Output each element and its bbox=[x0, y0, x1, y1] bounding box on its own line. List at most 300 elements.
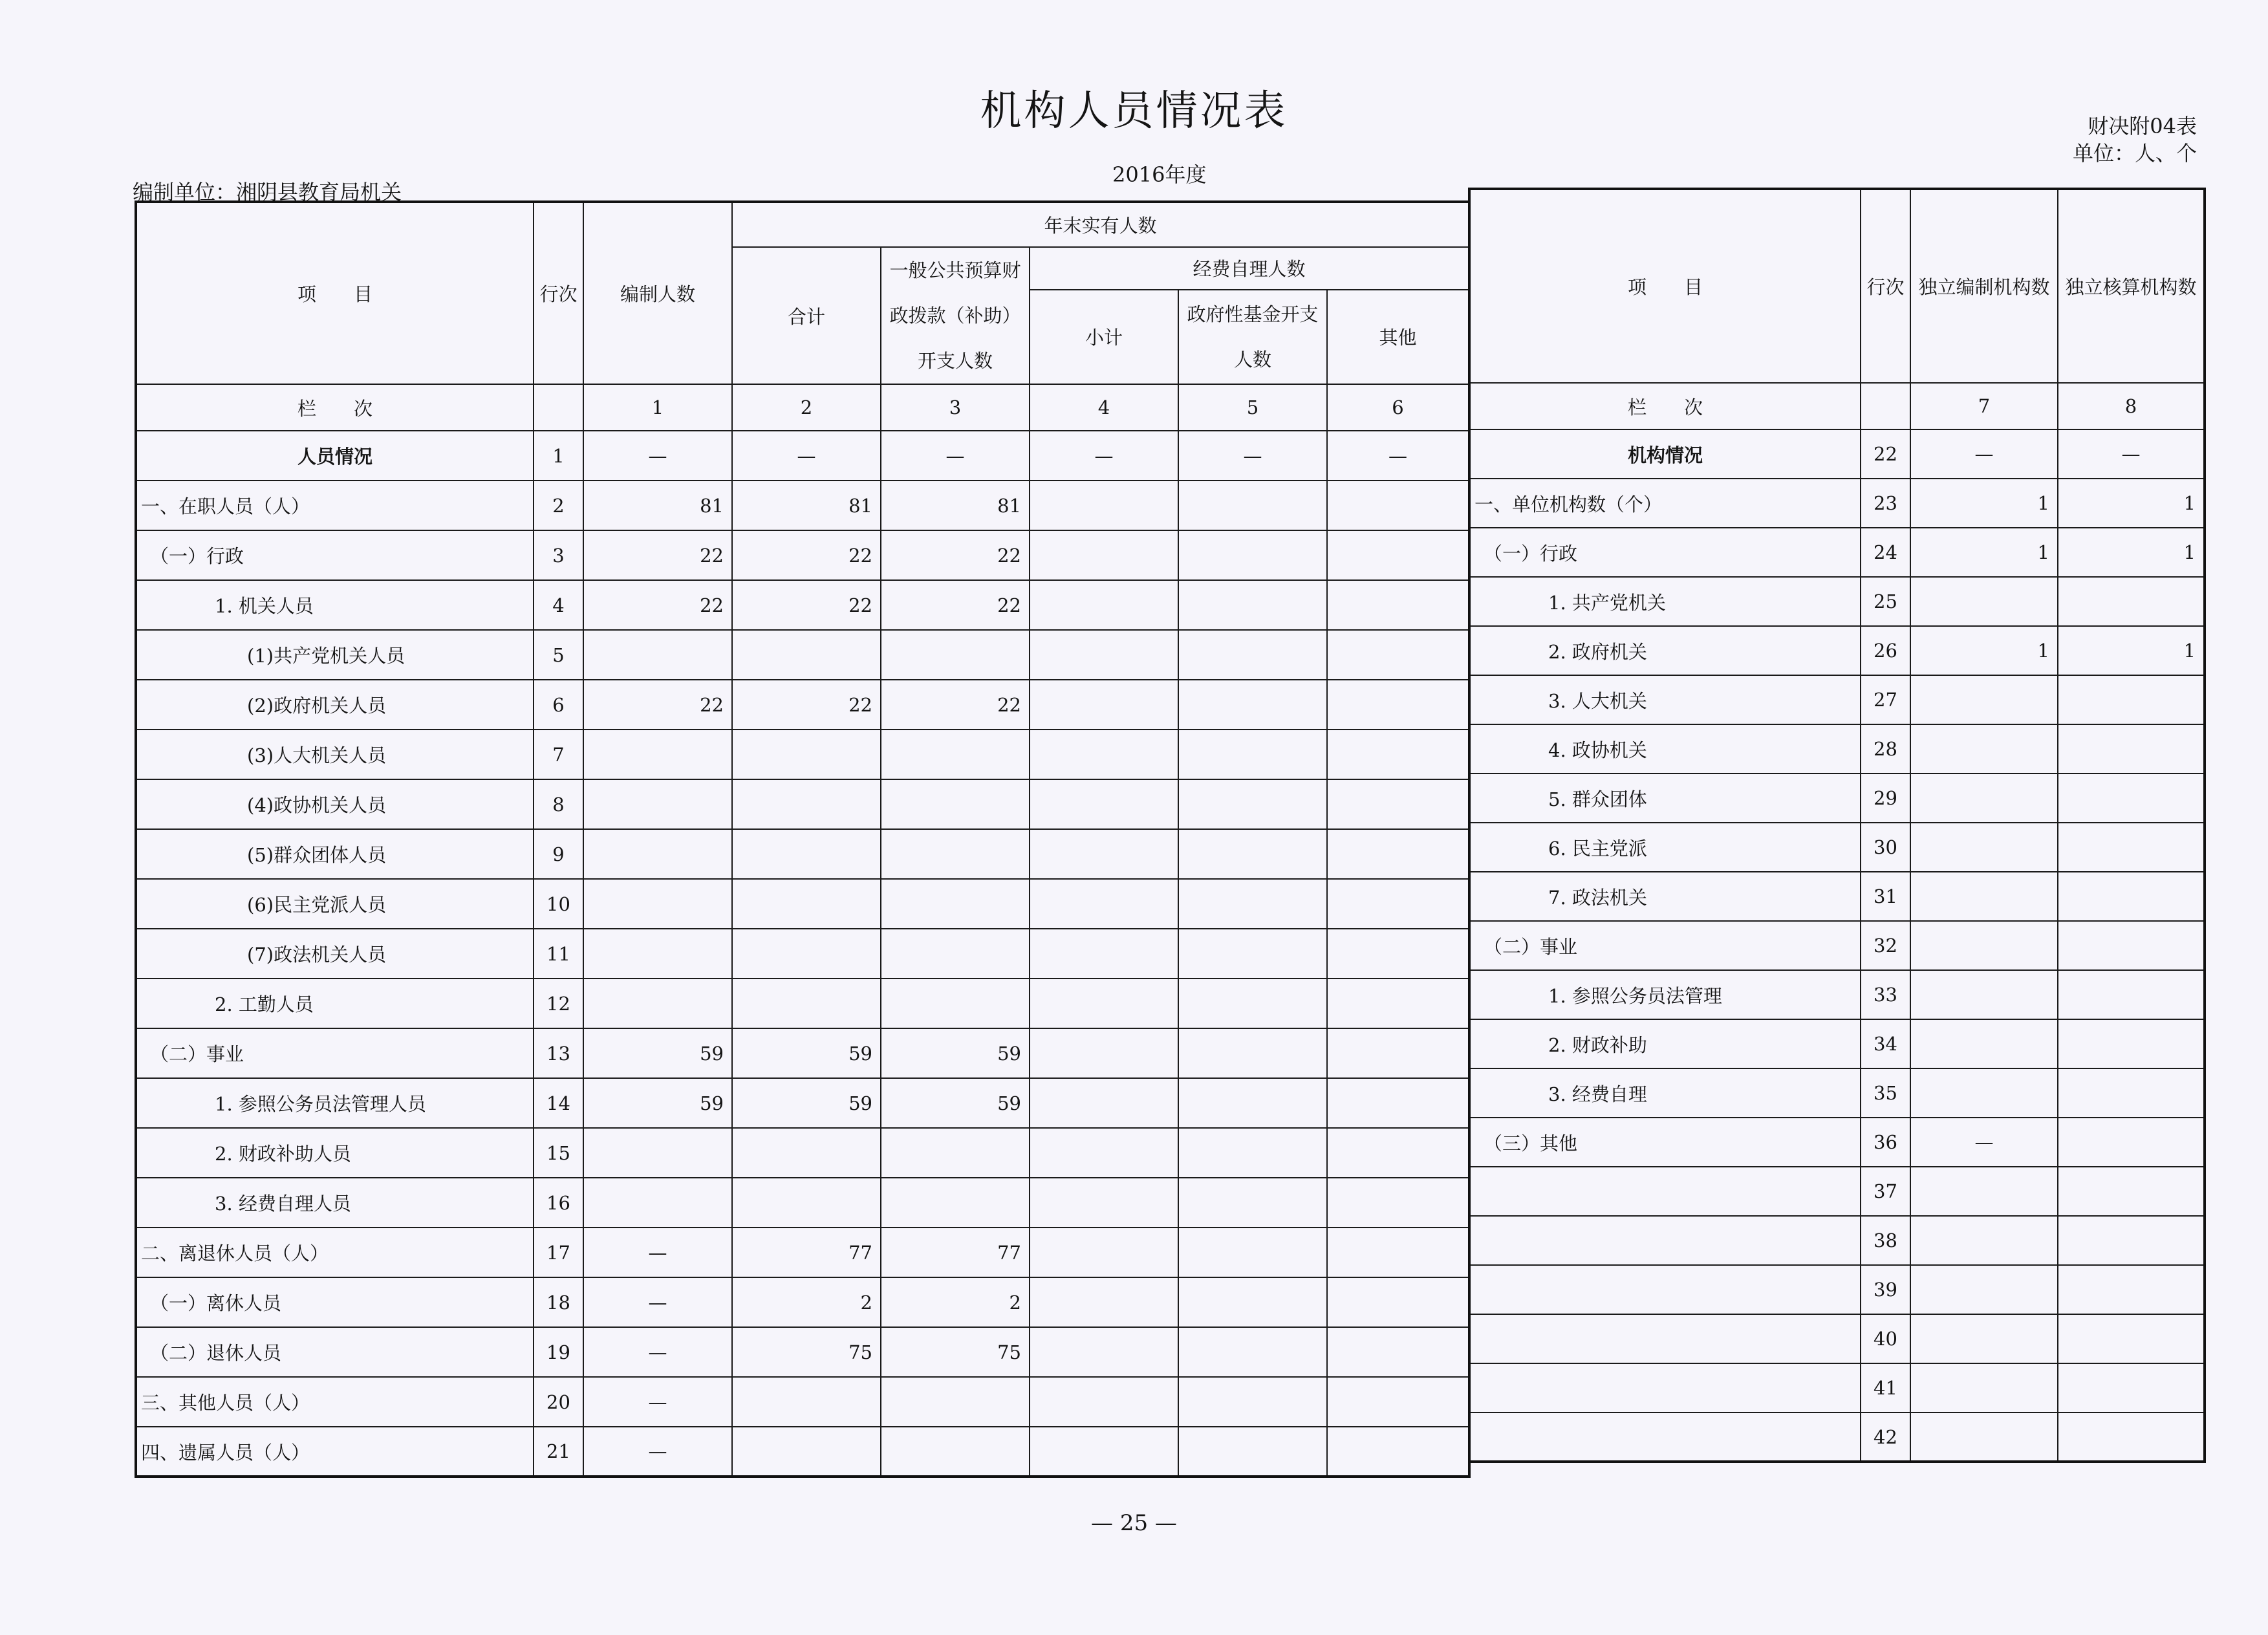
value-cell bbox=[1178, 829, 1327, 879]
value-cell bbox=[1030, 1277, 1178, 1327]
table-row bbox=[136, 1327, 1469, 1377]
value-cell: 81 bbox=[732, 481, 881, 530]
personnel-table bbox=[135, 200, 1471, 1478]
value-cell bbox=[1910, 1314, 2058, 1363]
value-cell bbox=[1178, 1277, 1327, 1327]
value-cell bbox=[583, 730, 732, 779]
value-cell bbox=[1178, 1178, 1327, 1228]
table-row bbox=[1469, 921, 2205, 970]
value-cell bbox=[1178, 530, 1327, 580]
row-label bbox=[1469, 1363, 1861, 1413]
table-row bbox=[136, 879, 1469, 929]
header-gov-fund: 政府性基金开支人数 bbox=[1178, 290, 1327, 384]
row-label: 3. 人大机关 bbox=[1469, 675, 1861, 724]
header-other: 其他 bbox=[1327, 290, 1469, 384]
value-cell bbox=[1910, 774, 2058, 823]
row-number: 22 bbox=[1861, 429, 1910, 479]
form-code: 财决附04表 bbox=[2088, 114, 2197, 138]
value-cell: 81 bbox=[583, 481, 732, 530]
value-cell: 75 bbox=[732, 1327, 881, 1377]
row-label: （二）退休人员 bbox=[136, 1327, 534, 1377]
row-number: 7 bbox=[534, 730, 583, 779]
row-label bbox=[1469, 1265, 1861, 1314]
value-cell: — bbox=[2058, 429, 2205, 479]
value-cell: 22 bbox=[732, 580, 881, 630]
table-row bbox=[136, 829, 1469, 879]
value-cell bbox=[1178, 1078, 1327, 1128]
value-cell: 59 bbox=[583, 1028, 732, 1078]
table-row bbox=[136, 1427, 1469, 1477]
value-cell bbox=[583, 779, 732, 829]
value-cell bbox=[2058, 1167, 2205, 1216]
value-cell bbox=[583, 979, 732, 1028]
row-label: （一）行政 bbox=[136, 530, 534, 580]
value-cell bbox=[1327, 829, 1469, 879]
row-label: (6)民主党派人员 bbox=[136, 879, 534, 929]
value-cell bbox=[1178, 1228, 1327, 1277]
table-row bbox=[136, 530, 1469, 580]
value-cell bbox=[1910, 724, 2058, 774]
table-row bbox=[136, 680, 1469, 730]
value-cell: — bbox=[583, 431, 732, 481]
row-label: (7)政法机关人员 bbox=[136, 929, 534, 979]
value-cell bbox=[2058, 1216, 2205, 1265]
value-cell bbox=[2058, 1019, 2205, 1068]
value-cell: 22 bbox=[881, 580, 1030, 630]
value-cell bbox=[583, 879, 732, 929]
row-number: 19 bbox=[534, 1327, 583, 1377]
value-cell bbox=[1178, 680, 1327, 730]
value-cell bbox=[2058, 724, 2205, 774]
row-label: 1. 参照公务员法管理人员 bbox=[136, 1078, 534, 1128]
table-row bbox=[136, 929, 1469, 979]
row-number: 26 bbox=[1861, 626, 1910, 675]
value-cell bbox=[1030, 630, 1178, 680]
value-cell: 59 bbox=[583, 1078, 732, 1128]
row-label: 2. 财政补助人员 bbox=[136, 1128, 534, 1178]
value-cell bbox=[2058, 675, 2205, 724]
table-row bbox=[136, 580, 1469, 630]
value-cell bbox=[1327, 630, 1469, 680]
row-number: 23 bbox=[1861, 479, 1910, 528]
value-cell bbox=[1030, 879, 1178, 929]
value-cell bbox=[1030, 680, 1178, 730]
value-cell: 22 bbox=[732, 530, 881, 580]
value-cell bbox=[2058, 1363, 2205, 1413]
table-row bbox=[136, 1128, 1469, 1178]
value-cell bbox=[1178, 1028, 1327, 1078]
value-cell bbox=[1327, 481, 1469, 530]
table-row bbox=[1469, 1363, 2205, 1413]
table-row bbox=[1469, 970, 2205, 1019]
value-cell bbox=[2058, 1314, 2205, 1363]
table-row bbox=[136, 1178, 1469, 1228]
value-cell: — bbox=[1178, 431, 1327, 481]
row-label: 四、遗属人员（人） bbox=[136, 1427, 534, 1477]
row-number: 10 bbox=[534, 879, 583, 929]
table-row bbox=[1469, 675, 2205, 724]
value-cell: 77 bbox=[732, 1228, 881, 1277]
value-cell bbox=[1910, 1216, 2058, 1265]
table-row bbox=[1469, 479, 2205, 528]
value-cell bbox=[1030, 530, 1178, 580]
row-label: 一、在职人员（人） bbox=[136, 481, 534, 530]
row-number: 32 bbox=[1861, 921, 1910, 970]
value-cell bbox=[1030, 481, 1178, 530]
row-label: 1. 参照公务员法管理 bbox=[1469, 970, 1861, 1019]
value-cell bbox=[1910, 1265, 2058, 1314]
row-number: 18 bbox=[534, 1277, 583, 1327]
value-cell bbox=[1178, 1427, 1327, 1477]
value-cell bbox=[1910, 872, 2058, 921]
value-cell bbox=[1178, 1377, 1327, 1427]
row-number: 16 bbox=[534, 1178, 583, 1228]
header-item: 项 目 bbox=[136, 202, 534, 384]
row-number: 25 bbox=[1861, 577, 1910, 626]
row-label: 6. 民主党派 bbox=[1469, 823, 1861, 872]
table-row bbox=[1469, 724, 2205, 774]
value-cell bbox=[1327, 1327, 1469, 1377]
value-cell bbox=[1178, 730, 1327, 779]
row-number: 9 bbox=[534, 829, 583, 879]
value-cell: 59 bbox=[881, 1078, 1030, 1128]
table-row bbox=[136, 1277, 1469, 1327]
value-cell: 1 bbox=[1910, 479, 2058, 528]
value-cell bbox=[1327, 779, 1469, 829]
row-number: 8 bbox=[534, 779, 583, 829]
row-label: 2. 财政补助 bbox=[1469, 1019, 1861, 1068]
row-label: (4)政协机关人员 bbox=[136, 779, 534, 829]
value-cell bbox=[1178, 979, 1327, 1028]
value-cell: — bbox=[1327, 431, 1469, 481]
row-label: 三、其他人员（人） bbox=[136, 1377, 534, 1427]
row-number: 21 bbox=[534, 1427, 583, 1477]
value-cell bbox=[583, 1128, 732, 1178]
table-row bbox=[136, 730, 1469, 779]
row-label: 机构情况 bbox=[1469, 429, 1861, 479]
value-cell bbox=[1910, 823, 2058, 872]
value-cell bbox=[1030, 1128, 1178, 1178]
value-cell bbox=[732, 829, 881, 879]
value-cell bbox=[1030, 1228, 1178, 1277]
row-number: 34 bbox=[1861, 1019, 1910, 1068]
value-cell: 22 bbox=[583, 680, 732, 730]
column-blank bbox=[534, 384, 583, 431]
column-number: 7 bbox=[1910, 383, 2058, 429]
column-number: 3 bbox=[881, 384, 1030, 431]
row-number: 1 bbox=[534, 431, 583, 481]
value-cell bbox=[583, 630, 732, 680]
table-row bbox=[136, 431, 1469, 481]
value-cell bbox=[2058, 1413, 2205, 1462]
value-cell bbox=[1030, 580, 1178, 630]
column-label: 栏 次 bbox=[1469, 383, 1861, 429]
row-number: 2 bbox=[534, 481, 583, 530]
row-label: （二）事业 bbox=[1469, 921, 1861, 970]
row-label: 7. 政法机关 bbox=[1469, 872, 1861, 921]
value-cell bbox=[1327, 1078, 1469, 1128]
value-cell bbox=[1910, 1167, 2058, 1216]
header-indep-accounting: 独立核算机构数 bbox=[2058, 189, 2205, 383]
row-label: (5)群众团体人员 bbox=[136, 829, 534, 879]
row-label bbox=[1469, 1314, 1861, 1363]
value-cell: 22 bbox=[881, 530, 1030, 580]
table-row bbox=[136, 1377, 1469, 1427]
value-cell bbox=[732, 929, 881, 979]
value-cell bbox=[583, 1178, 732, 1228]
header-quota: 编制人数 bbox=[583, 202, 732, 384]
value-cell bbox=[1030, 1028, 1178, 1078]
value-cell: 77 bbox=[881, 1228, 1030, 1277]
value-cell bbox=[1910, 1019, 2058, 1068]
column-number: 4 bbox=[1030, 384, 1178, 431]
value-cell bbox=[2058, 872, 2205, 921]
table-row bbox=[1469, 528, 2205, 577]
table-row bbox=[136, 979, 1469, 1028]
value-cell bbox=[1910, 1068, 2058, 1118]
column-number: 2 bbox=[732, 384, 881, 431]
value-cell bbox=[1178, 779, 1327, 829]
table-row bbox=[1469, 626, 2205, 675]
value-cell bbox=[1327, 580, 1469, 630]
table-row bbox=[1469, 823, 2205, 872]
value-cell bbox=[1178, 1327, 1327, 1377]
value-cell: 1 bbox=[2058, 479, 2205, 528]
value-cell bbox=[881, 879, 1030, 929]
row-label: 3. 经费自理人员 bbox=[136, 1178, 534, 1228]
value-cell bbox=[1327, 1228, 1469, 1277]
value-cell bbox=[2058, 823, 2205, 872]
row-number: 15 bbox=[534, 1128, 583, 1178]
value-cell bbox=[1178, 1128, 1327, 1178]
row-number: 36 bbox=[1861, 1118, 1910, 1167]
value-cell bbox=[732, 730, 881, 779]
value-cell bbox=[1910, 1363, 2058, 1413]
row-label: 1. 机关人员 bbox=[136, 580, 534, 630]
header-row-no: 行次 bbox=[534, 202, 583, 384]
value-cell bbox=[1030, 1427, 1178, 1477]
row-label: (3)人大机关人员 bbox=[136, 730, 534, 779]
value-cell bbox=[1030, 779, 1178, 829]
column-number-row bbox=[136, 384, 1469, 431]
row-label: 2. 政府机关 bbox=[1469, 626, 1861, 675]
row-number: 40 bbox=[1861, 1314, 1910, 1363]
row-number: 27 bbox=[1861, 675, 1910, 724]
row-number: 6 bbox=[534, 680, 583, 730]
column-number: 5 bbox=[1178, 384, 1327, 431]
value-cell: 2 bbox=[732, 1277, 881, 1327]
value-cell bbox=[1327, 1178, 1469, 1228]
value-cell: — bbox=[583, 1277, 732, 1327]
row-label: （三）其他 bbox=[1469, 1118, 1861, 1167]
column-blank bbox=[1861, 383, 1910, 429]
row-number: 29 bbox=[1861, 774, 1910, 823]
table-row bbox=[1469, 429, 2205, 479]
value-cell bbox=[2058, 1118, 2205, 1167]
row-label: 人员情况 bbox=[136, 431, 534, 481]
value-cell bbox=[1327, 1277, 1469, 1327]
value-cell: — bbox=[583, 1377, 732, 1427]
row-label: 1. 共产党机关 bbox=[1469, 577, 1861, 626]
value-cell bbox=[2058, 774, 2205, 823]
row-label bbox=[1469, 1413, 1861, 1462]
value-cell bbox=[732, 779, 881, 829]
value-cell bbox=[1030, 829, 1178, 879]
value-cell bbox=[1178, 630, 1327, 680]
value-cell bbox=[1030, 1078, 1178, 1128]
row-label: (2)政府机关人员 bbox=[136, 680, 534, 730]
row-label: 一、单位机构数（个） bbox=[1469, 479, 1861, 528]
value-cell bbox=[1327, 530, 1469, 580]
row-number: 11 bbox=[534, 929, 583, 979]
institution-table bbox=[1468, 188, 2206, 1463]
row-number: 38 bbox=[1861, 1216, 1910, 1265]
row-number: 12 bbox=[534, 979, 583, 1028]
value-cell bbox=[1178, 580, 1327, 630]
value-cell bbox=[2058, 1265, 2205, 1314]
row-label: 4. 政协机关 bbox=[1469, 724, 1861, 774]
value-cell: 59 bbox=[881, 1028, 1030, 1078]
row-label: （二）事业 bbox=[136, 1028, 534, 1078]
value-cell: 1 bbox=[1910, 528, 2058, 577]
row-number: 33 bbox=[1861, 970, 1910, 1019]
row-label: （一）行政 bbox=[1469, 528, 1861, 577]
table-row bbox=[1469, 1167, 2205, 1216]
value-cell bbox=[732, 630, 881, 680]
value-cell bbox=[1327, 730, 1469, 779]
value-cell bbox=[1327, 1377, 1469, 1427]
value-cell: 1 bbox=[2058, 528, 2205, 577]
value-cell: 59 bbox=[732, 1078, 881, 1128]
value-cell: — bbox=[583, 1327, 732, 1377]
value-cell: 81 bbox=[881, 481, 1030, 530]
value-cell: — bbox=[1910, 429, 2058, 479]
value-cell bbox=[732, 1128, 881, 1178]
row-number: 5 bbox=[534, 630, 583, 680]
value-cell: — bbox=[1030, 431, 1178, 481]
table-row bbox=[1469, 1314, 2205, 1363]
row-label: 二、离退休人员（人） bbox=[136, 1228, 534, 1277]
table-row bbox=[136, 779, 1469, 829]
row-number: 24 bbox=[1861, 528, 1910, 577]
value-cell: 1 bbox=[1910, 626, 2058, 675]
value-cell: 59 bbox=[732, 1028, 881, 1078]
value-cell bbox=[1327, 929, 1469, 979]
value-cell: 22 bbox=[583, 530, 732, 580]
row-label bbox=[1469, 1167, 1861, 1216]
row-label: （一）离休人员 bbox=[136, 1277, 534, 1327]
table-row bbox=[136, 1078, 1469, 1128]
value-cell bbox=[1178, 481, 1327, 530]
value-cell bbox=[1327, 680, 1469, 730]
row-label: (1)共产党机关人员 bbox=[136, 630, 534, 680]
table-row bbox=[136, 630, 1469, 680]
value-cell bbox=[2058, 1068, 2205, 1118]
value-cell bbox=[881, 630, 1030, 680]
header-total: 合计 bbox=[732, 247, 881, 384]
value-cell bbox=[2058, 921, 2205, 970]
value-cell bbox=[881, 1128, 1030, 1178]
header-row-no: 行次 bbox=[1861, 189, 1910, 383]
value-cell bbox=[1910, 577, 2058, 626]
value-cell bbox=[881, 929, 1030, 979]
value-cell bbox=[881, 1427, 1030, 1477]
value-cell bbox=[881, 730, 1030, 779]
value-cell bbox=[732, 1427, 881, 1477]
value-cell bbox=[732, 1377, 881, 1427]
table-row bbox=[1469, 1118, 2205, 1167]
value-cell bbox=[1327, 1028, 1469, 1078]
row-number: 35 bbox=[1861, 1068, 1910, 1118]
value-cell bbox=[1030, 1178, 1178, 1228]
value-cell: 1 bbox=[2058, 626, 2205, 675]
organization: 编制单位：湘阴县教育局机关 bbox=[133, 180, 402, 204]
value-cell: 2 bbox=[881, 1277, 1030, 1327]
value-cell bbox=[881, 779, 1030, 829]
value-cell bbox=[1327, 979, 1469, 1028]
value-cell: — bbox=[583, 1427, 732, 1477]
row-label: 3. 经费自理 bbox=[1469, 1068, 1861, 1118]
table-row bbox=[1469, 1216, 2205, 1265]
table-row bbox=[1469, 1068, 2205, 1118]
value-cell: 75 bbox=[881, 1327, 1030, 1377]
value-cell bbox=[881, 1178, 1030, 1228]
value-cell bbox=[881, 979, 1030, 1028]
unit-label: 单位：人、个 bbox=[2072, 141, 2197, 166]
table-row bbox=[1469, 1413, 2205, 1462]
value-cell bbox=[732, 1178, 881, 1228]
header-actual: 年末实有人数 bbox=[732, 202, 1469, 247]
column-number: 8 bbox=[2058, 383, 2205, 429]
header-self-funded: 经费自理人数 bbox=[1030, 247, 1469, 290]
value-cell: — bbox=[881, 431, 1030, 481]
value-cell bbox=[2058, 577, 2205, 626]
value-cell bbox=[1030, 1327, 1178, 1377]
row-number: 14 bbox=[534, 1078, 583, 1128]
row-number: 3 bbox=[534, 530, 583, 580]
value-cell bbox=[732, 879, 881, 929]
value-cell bbox=[1327, 1128, 1469, 1178]
value-cell bbox=[1030, 1377, 1178, 1427]
header-item: 项 目 bbox=[1469, 189, 1861, 383]
column-label: 栏 次 bbox=[136, 384, 534, 431]
value-cell: 22 bbox=[583, 580, 732, 630]
value-cell bbox=[1030, 979, 1178, 1028]
value-cell bbox=[1910, 1413, 2058, 1462]
value-cell bbox=[881, 1377, 1030, 1427]
value-cell: — bbox=[732, 431, 881, 481]
value-cell bbox=[1910, 675, 2058, 724]
table-row bbox=[136, 1028, 1469, 1078]
row-label bbox=[1469, 1216, 1861, 1265]
row-number: 37 bbox=[1861, 1167, 1910, 1216]
value-cell bbox=[881, 829, 1030, 879]
row-number: 17 bbox=[534, 1228, 583, 1277]
row-label: 5. 群众团体 bbox=[1469, 774, 1861, 823]
header-subtotal: 小计 bbox=[1030, 290, 1178, 384]
value-cell bbox=[1910, 921, 2058, 970]
table-row bbox=[136, 481, 1469, 530]
column-number-row bbox=[1469, 383, 2205, 429]
fiscal-year: 2016年度 bbox=[1112, 162, 1207, 187]
value-cell bbox=[1030, 730, 1178, 779]
row-number: 39 bbox=[1861, 1265, 1910, 1314]
page-title: 机构人员情况表 bbox=[980, 87, 1288, 135]
value-cell: 22 bbox=[732, 680, 881, 730]
page-number: — 25 — bbox=[1091, 1510, 1177, 1536]
value-cell bbox=[1327, 879, 1469, 929]
row-number: 20 bbox=[534, 1377, 583, 1427]
